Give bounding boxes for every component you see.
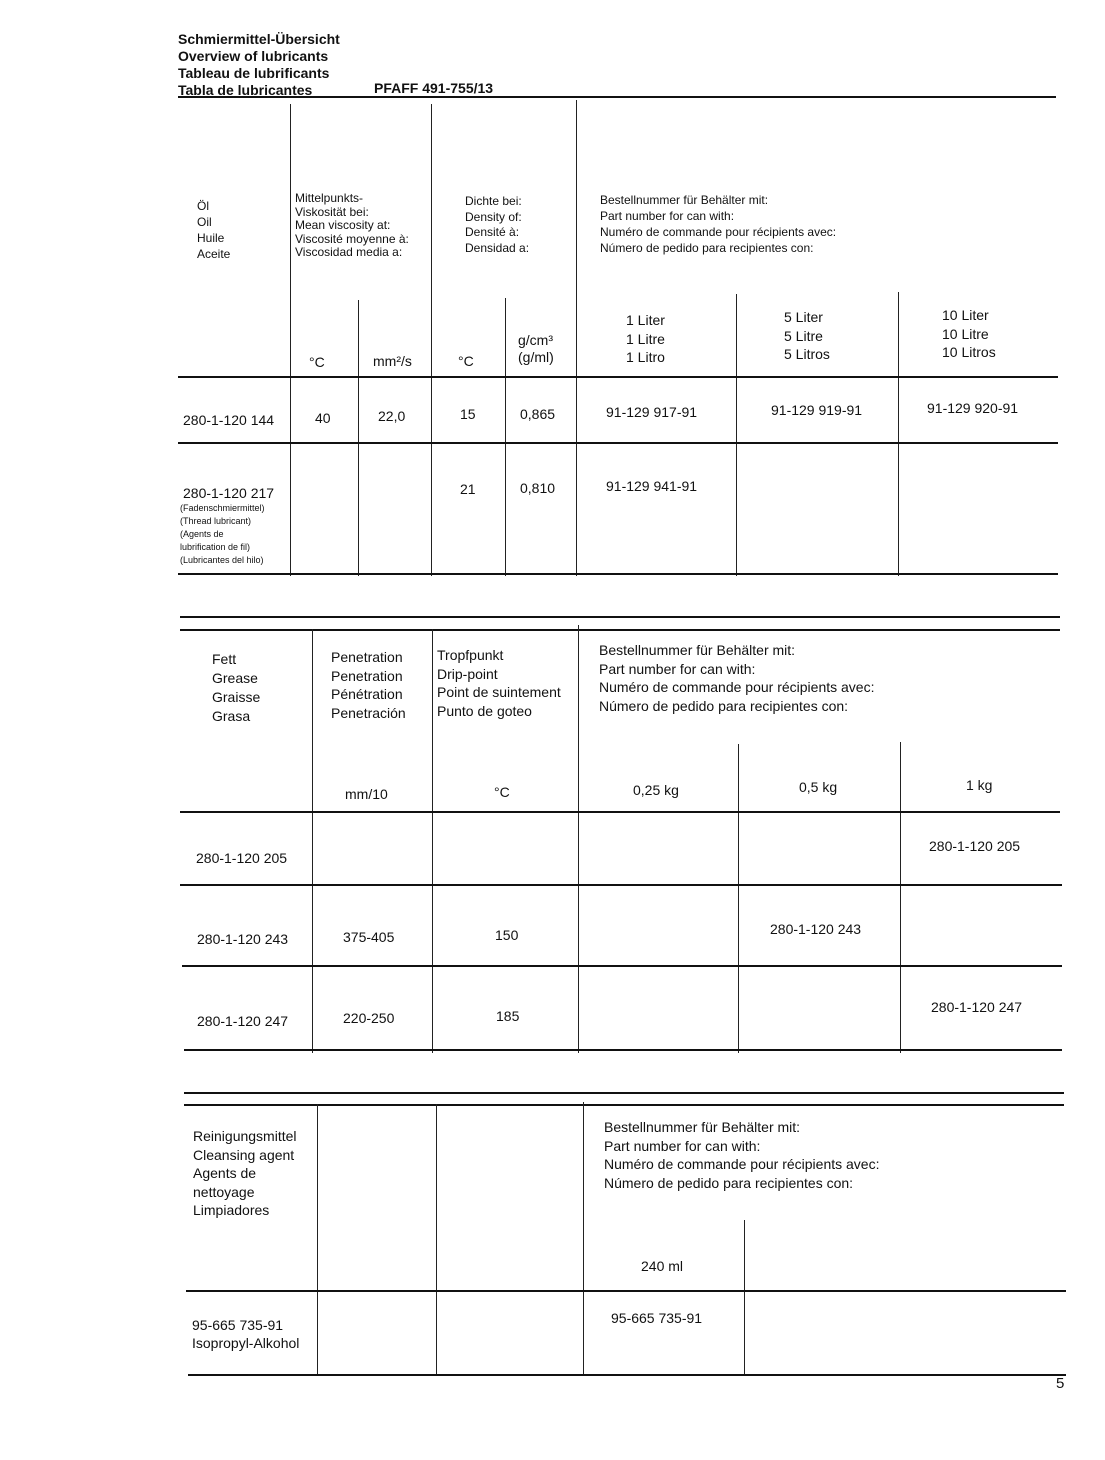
oil-size-10l [942, 306, 996, 362]
pen-label-line: Pénétration [331, 686, 403, 702]
order-label-line: Part number for can with: [599, 660, 756, 677]
order-label-line: Part number for can with: [604, 1137, 761, 1154]
oil-row-p5: 91-129 919-91 [771, 402, 863, 418]
note-line: (Fadenschmiermittel) [180, 503, 265, 513]
order-label-line: Bestellnummer für Behälter mit: [600, 193, 769, 207]
oil-label-de: Öl [197, 199, 209, 213]
grease-row-s05: 280-1-120 243 [770, 921, 862, 937]
cleaner-row-line [184, 1104, 1064, 1106]
oil-row-dens: 0,810 [520, 480, 556, 496]
grease-label-line: Grasa [212, 708, 251, 724]
density-label-line: Densité à: [465, 225, 520, 239]
title-de: Schmiermittel-Übersicht [178, 31, 340, 47]
note-line: (Lubricantes del hilo) [180, 555, 264, 565]
note-line: (Thread lubricant) [180, 516, 252, 526]
grease-col-line [312, 629, 313, 1053]
cleaner-col-line [583, 1102, 584, 1376]
cleaner-row-part: 95-665 735-91 [611, 1310, 703, 1326]
oil-label [197, 198, 230, 262]
cleaner-label-line: Reinigungsmittel [193, 1128, 297, 1144]
oil-order-label [600, 192, 836, 256]
order-label-line: Part number for can with: [600, 209, 735, 223]
grease-col-line [578, 625, 579, 1053]
grease-col-line [432, 629, 433, 1053]
grease-label-line: Grease [212, 670, 258, 686]
density-label-line: Dichte bei: [465, 194, 522, 208]
drip-label-line: Punto de goteo [437, 702, 532, 719]
document-title [178, 31, 340, 99]
cleaner-col-line [744, 1220, 745, 1376]
oil-label-fr: Huile [197, 231, 225, 245]
grease-size-025: 0,25 kg [633, 782, 679, 798]
grease-row-name: 280-1-120 247 [197, 1013, 289, 1029]
oil-row-temp1: 40 [315, 410, 331, 426]
cleaner-row-number: 95-665 735-91 [192, 1317, 284, 1333]
drip-label-line: Drip-point [437, 665, 498, 682]
order-label-line: Numéro de commande pour récipients avec: [600, 225, 837, 239]
oil-unit-temp2: °C [458, 353, 474, 369]
cleaner-order-label [604, 1118, 879, 1192]
grease-row-line [180, 884, 1062, 886]
oil-size-1l [626, 311, 665, 367]
header-rule [178, 96, 1056, 98]
title-fr: Tableau de lubrificants [178, 65, 330, 81]
oil-col-line [431, 104, 432, 576]
cleaner-row-desc: Isopropyl-Alkohol [192, 1335, 300, 1351]
oil-row-name: 280-1-120 217 [183, 485, 275, 501]
cleaner-top-line [184, 1092, 1064, 1094]
oil-label-en: Oil [197, 215, 212, 229]
grease-label [212, 650, 260, 726]
visc-label-line: Viscosidad media a: [295, 245, 403, 259]
oil-col-line [898, 292, 899, 576]
oil-size-5l [784, 308, 830, 364]
oil-col-line [505, 298, 506, 576]
oil-row-note [180, 502, 265, 567]
grease-row-name: 280-1-120 205 [196, 850, 288, 866]
cleaner-row-name [192, 1316, 299, 1352]
cleaner-col-line [436, 1104, 437, 1376]
order-label-line: Numéro de commande pour récipients avec: [604, 1156, 880, 1172]
penetration-label [331, 648, 406, 722]
title-es: Tabla de lubricantes [178, 82, 313, 98]
visc-label-line: Mean viscosity at: [295, 218, 391, 232]
grease-label-line: Graisse [212, 689, 261, 705]
grease-size-05: 0,5 kg [799, 779, 838, 795]
viscosity-label [295, 192, 409, 260]
density-label-line: Densidad a: [465, 240, 530, 255]
cleaner-row-line [186, 1290, 1066, 1292]
cleaner-label [193, 1127, 297, 1220]
oil-unit-temp1: °C [309, 354, 325, 370]
grease-col-line [738, 744, 739, 1053]
size-line: 10 Liter [942, 307, 989, 323]
oil-row-name: 280-1-120 144 [183, 412, 275, 428]
oil-col-line [358, 300, 359, 576]
oil-row-p1: 91-129 941-91 [606, 478, 698, 494]
cleaner-label-line: Cleansing agent [193, 1146, 295, 1163]
cleaner-size: 240 ml [641, 1258, 684, 1274]
grease-label-line: Fett [212, 651, 237, 667]
drip-label [437, 646, 561, 720]
oil-row-line [178, 376, 1058, 378]
drip-label-line: Point de suintement [437, 684, 561, 700]
cleaner-bottom-line [188, 1374, 1066, 1376]
size-line: 5 Litros [784, 346, 830, 362]
density-label [465, 194, 529, 256]
oil-row-temp2: 21 [460, 481, 476, 497]
grease-size-1: 1 kg [966, 777, 993, 793]
grease-unit-pen: mm/10 [345, 786, 388, 802]
density-label-line: Density of: [465, 209, 522, 224]
cleaner-col-line [317, 1104, 318, 1376]
note-line: (Agents de [180, 529, 224, 539]
grease-order-label [599, 641, 874, 715]
grease-top-line [180, 616, 1060, 618]
size-line: 1 Litro [626, 349, 665, 365]
size-line: 5 Liter [784, 309, 823, 325]
order-label-line: Número de pedido para recipientes con: [600, 241, 814, 255]
order-label-line: Bestellnummer für Behälter mit: [604, 1119, 801, 1135]
oil-label-es: Aceite [197, 247, 231, 261]
grease-row-drip: 150 [495, 927, 519, 943]
grease-row-s1: 280-1-120 205 [929, 838, 1021, 854]
oil-unit-visc: mm²/s [373, 353, 412, 369]
size-line: 10 Litros [942, 344, 996, 360]
oil-col-line [736, 294, 737, 576]
oil-row-dens: 0,865 [520, 406, 556, 422]
note-line: lubrification de fil) [180, 542, 251, 552]
grease-col-line [900, 742, 901, 1053]
visc-label-line: Viskosität bei: [295, 204, 369, 219]
order-label-line: Bestellnummer für Behälter mit: [599, 642, 796, 658]
grease-row-line [184, 1049, 1062, 1051]
cleaner-label-line: nettoyage [193, 1183, 255, 1200]
order-label-line: Número de pedido para recipientes con: [604, 1174, 854, 1191]
visc-label-line: Mittelpunkts- [295, 191, 364, 205]
cleaner-label-line: Limpiadores [193, 1202, 270, 1218]
unit-gml: (g/ml) [518, 349, 554, 365]
grease-row-s1: 280-1-120 247 [931, 999, 1023, 1015]
size-line: 1 Litre [626, 330, 665, 347]
oil-row-line [178, 573, 1058, 575]
oil-col-line [290, 104, 291, 576]
size-line: 5 Litre [784, 327, 823, 344]
model-number: PFAFF 491-755/13 [374, 80, 494, 96]
order-label-line: Número de pedido para recipientes con: [599, 697, 849, 714]
pen-label-line: Penetración [331, 704, 406, 721]
oil-row-line [178, 442, 1058, 444]
grease-unit-drip: °C [494, 784, 510, 800]
grease-row-name: 280-1-120 243 [197, 931, 289, 947]
grease-row-line [182, 965, 1062, 967]
cleaner-label-line: Agents de [193, 1165, 257, 1181]
oil-row-p10: 91-129 920-91 [927, 400, 1019, 416]
pen-label-line: Penetration [331, 649, 403, 665]
oil-row-visc: 22,0 [378, 408, 406, 424]
page-number: 5 [1056, 1375, 1065, 1392]
grease-row-drip: 185 [496, 1008, 520, 1024]
pen-label-line: Penetration [331, 667, 403, 684]
order-label-line: Numéro de commande pour récipients avec: [599, 679, 875, 695]
unit-gcm3: g/cm³ [518, 332, 553, 348]
oil-col-line [576, 100, 577, 576]
title-en: Overview of lubricants [178, 48, 329, 64]
visc-label-line: Viscosité moyenne à: [295, 231, 409, 246]
grease-row-line [180, 811, 1060, 813]
size-line: 1 Liter [626, 312, 665, 328]
drip-label-line: Tropfpunkt [437, 647, 504, 663]
grease-row-pen: 375-405 [343, 929, 395, 945]
size-line: 10 Litre [942, 325, 989, 342]
oil-row-temp2: 15 [460, 406, 476, 422]
oil-row-p1: 91-129 917-91 [606, 404, 698, 420]
grease-row-pen: 220-250 [343, 1010, 395, 1026]
oil-unit-density [518, 332, 554, 366]
